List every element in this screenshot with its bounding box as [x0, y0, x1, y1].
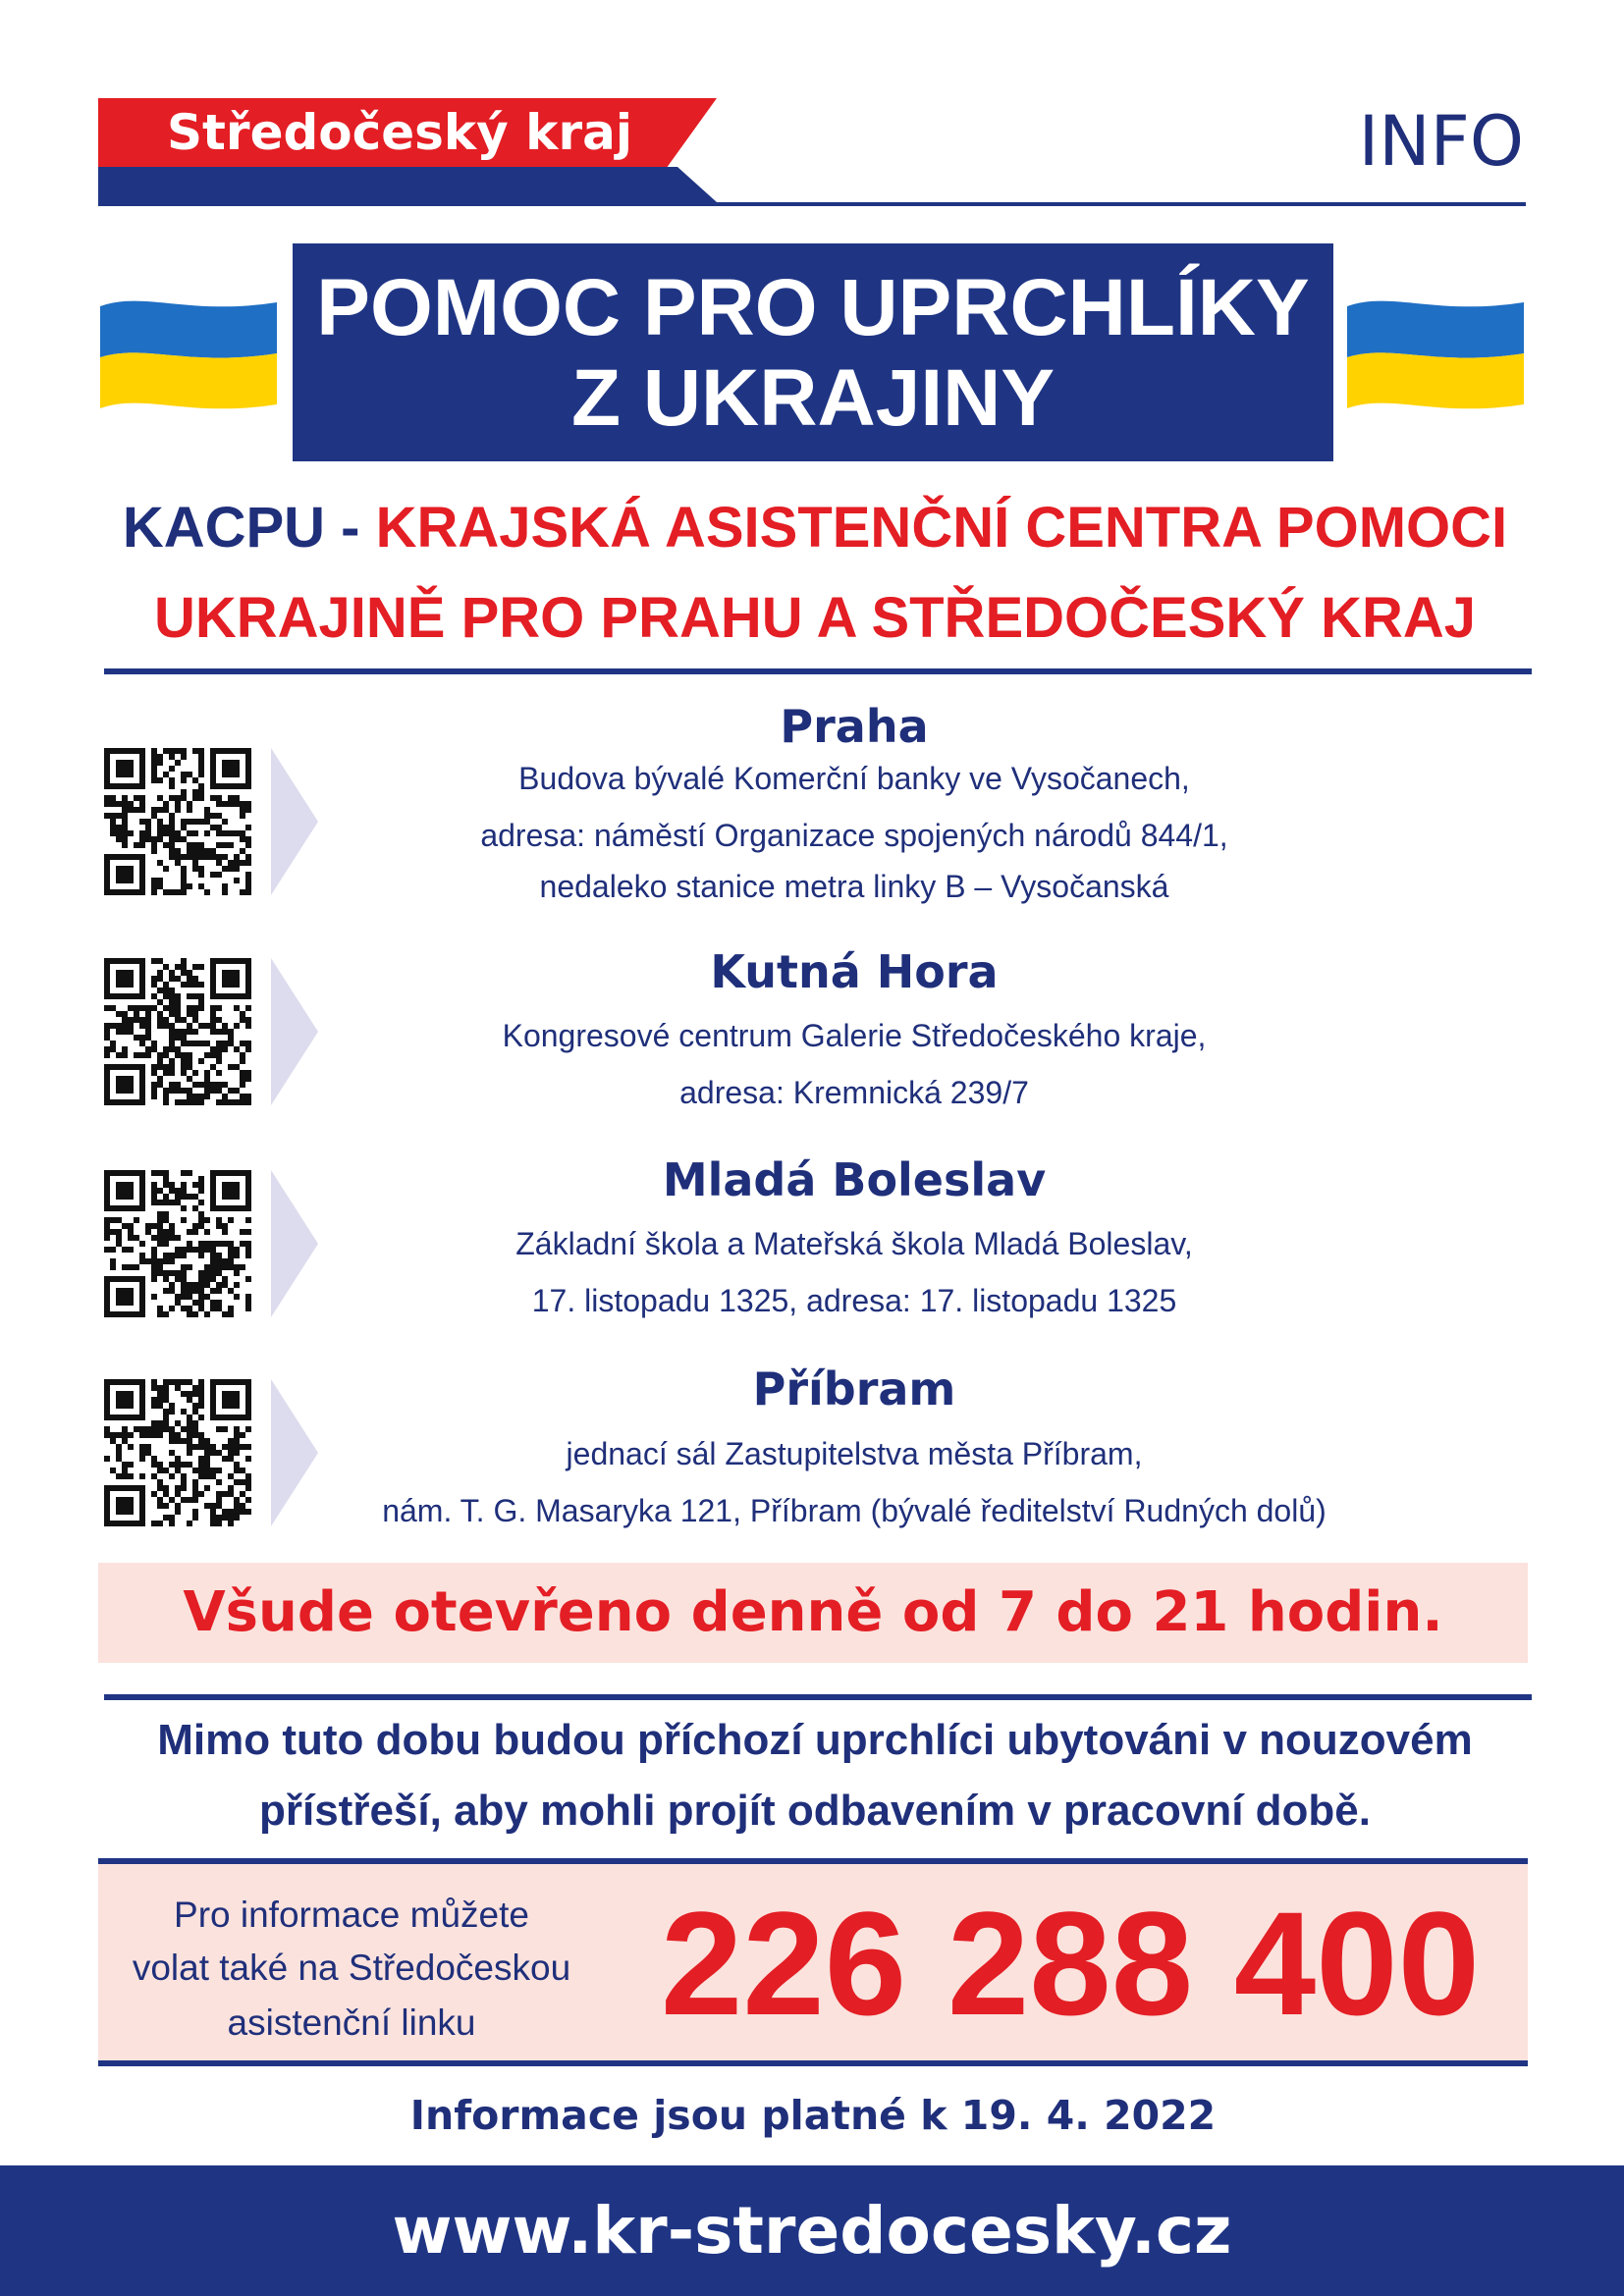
- phone-info-line: Pro informace můžete: [174, 1895, 529, 1935]
- ukraine-flag-icon: [1347, 294, 1524, 412]
- opening-hours: Všude otevřeno denně od 7 do 21 hodin.: [183, 1580, 1443, 1644]
- divider: [98, 2060, 1528, 2066]
- location-line: adresa: Kremnická 239/7: [679, 1075, 1029, 1110]
- qr-code-icon: [104, 958, 251, 1105]
- location-name-kutna-hora: Kutná Hora: [710, 945, 999, 998]
- qr-code-icon: [104, 1170, 251, 1317]
- shelter-note-line-1: Mimo tuto dobu budou příchozí uprchlíci ubytováni v nouzovém: [157, 1716, 1473, 1764]
- page-title-line-2: Z UKRAJINY: [570, 353, 1056, 443]
- page-title-line-1: POMOC PRO UPRCHLÍKY: [316, 263, 1310, 352]
- location-line: nám. T. G. Masaryka 121, Příbram (bývalé ředitelství Rudných dolů): [382, 1493, 1326, 1528]
- region-brand: Středočeský kraj: [167, 104, 632, 161]
- website-link[interactable]: www.kr-stredocesky.cz: [392, 2193, 1232, 2269]
- location-name-praha: Praha: [780, 700, 929, 753]
- location-line: Budova bývalé Komerční banky ve Vysočanech,: [518, 761, 1190, 796]
- subtitle-red-text: KRAJSKÁ ASISTENČNÍ CENTRA POMOCI: [375, 496, 1508, 560]
- header-blue-stripe: [98, 167, 1526, 206]
- validity-date: Informace jsou platné k 19. 4. 2022: [409, 2092, 1217, 2139]
- ukraine-flag-icon: [100, 294, 277, 412]
- location-line: jednací sál Zastupitelstva města Příbram,: [566, 1436, 1143, 1471]
- location-line: Základní škola a Mateřská škola Mladá Boleslav,: [515, 1226, 1193, 1261]
- location-name-pribram: Příbram: [752, 1362, 956, 1415]
- qr-code-icon: [104, 748, 251, 895]
- divider: [104, 668, 1532, 674]
- subtitle-line-1: [59, 491, 1571, 565]
- divider: [104, 1694, 1532, 1700]
- info-label: INFO: [1358, 101, 1524, 182]
- phone-info-line: volat také na Středočeskou: [132, 1948, 571, 1988]
- subtitle-line-2: UKRAJINĚ PRO PRAHU A STŘEDOČESKÝ KRAJ: [154, 586, 1476, 650]
- location-name-mlada-boleslav: Mladá Boleslav: [662, 1153, 1047, 1206]
- subtitle-abbr: KACPU -: [122, 496, 376, 560]
- location-line: 17. listopadu 1325, adresa: 17. listopadu 1325: [531, 1283, 1177, 1318]
- location-line: adresa: náměstí Organizace spojených národů 844/1,: [480, 818, 1228, 853]
- phone-number[interactable]: 226 288 400: [660, 1881, 1481, 2046]
- location-line: nedaleko stanice metra linky B – Vysočanská: [539, 869, 1169, 904]
- shelter-note-line-2: přístřeší, aby mohli projít odbavením v pracovní době.: [258, 1787, 1371, 1835]
- location-line: Kongresové centrum Galerie Středočeského kraje,: [502, 1018, 1207, 1053]
- phone-info-line: asistenční linku: [227, 2002, 476, 2043]
- qr-code-icon: [104, 1379, 251, 1526]
